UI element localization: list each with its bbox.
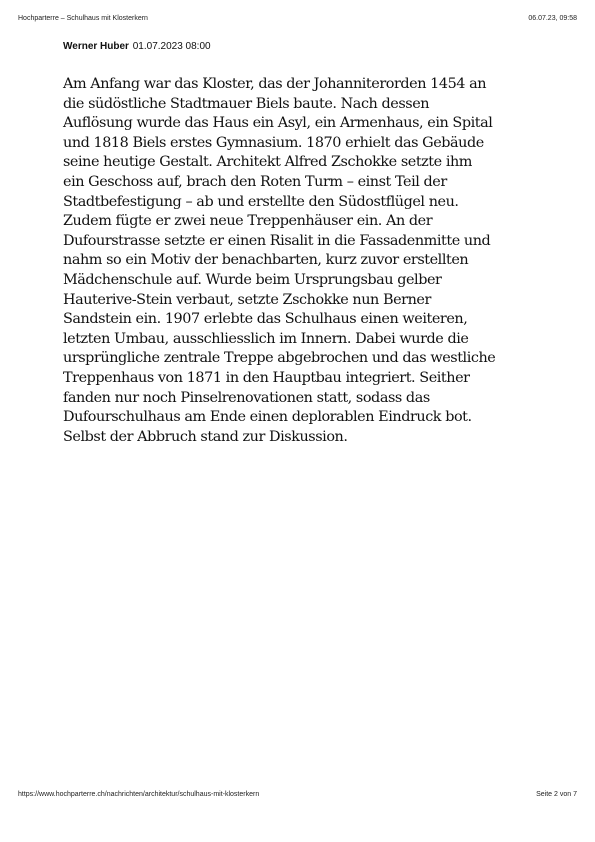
print-header-title: Hochparterre – Schulhaus mit Klosterkern	[18, 15, 148, 22]
article-line: Selbst der Abbruch stand zur Diskussion.	[63, 428, 348, 445]
article-line: fanden nur noch Pinselrenovationen statt, sodass das	[63, 389, 430, 406]
article-line: Sandstein ein. 1907 erlebte das Schulhaus einen weiteren,	[63, 311, 468, 328]
page-number: Seite 2 von 7	[536, 791, 577, 798]
article-line: ursprüngliche zentrale Treppe abgebrochen und das westliche	[63, 350, 496, 367]
article-line: Auflösung wurde das Haus ein Asyl, ein Armenhaus, ein Spital	[63, 115, 493, 132]
article-line: Dufourschulhaus am Ende einen deplorablen Eindruck bot.	[63, 409, 472, 426]
byline	[63, 41, 211, 52]
article-line: Stadtbefestigung – ab und erstellte den Südostflügel neu.	[63, 193, 459, 210]
article-line: nahm so ein Motiv der benachbarten, kurz zuvor erstellten	[63, 252, 469, 269]
article-line: die südöstliche Stadtmauer Biels baute. Nach dessen	[63, 95, 430, 112]
page-url[interactable]: https://www.hochparterre.ch/nachrichten/architektur/schulhaus-mit-klosterkern	[18, 791, 260, 798]
print-header	[18, 15, 577, 22]
publish-date: 01.07.2023 08:00	[132, 41, 211, 52]
article-body	[63, 75, 563, 447]
article-line: Dufourstrasse setzte er einen Risalit in die Fassadenmitte und	[63, 232, 491, 249]
print-footer	[18, 791, 577, 798]
article-line: Hauterive-Stein verbaut, setzte Zschokke nun Berner	[63, 291, 431, 308]
print-header-datetime: 06.07.23, 09:58	[528, 15, 577, 22]
article-line: letzten Umbau, ausschliesslich im Innern. Dabei wurde die	[63, 330, 469, 347]
article-line: seine heutige Gestalt. Architekt Alfred Zschokke setzte ihm	[63, 154, 472, 171]
article-line: Mädchenschule auf. Wurde beim Ursprungsbau gelber	[63, 271, 442, 288]
article-line: Zudem fügte er zwei neue Treppenhäuser ein. An der	[63, 213, 433, 230]
article-line: ein Geschoss auf, brach den Roten Turm – einst Teil der	[63, 173, 447, 190]
article-line: Treppenhaus von 1871 in den Hauptbau integriert. Seither	[63, 369, 470, 386]
article-line: Am Anfang war das Kloster, das der Johanniterorden 1454 an	[63, 76, 487, 92]
author-name[interactable]: Werner Huber	[63, 41, 129, 52]
article-line: und 1818 Biels erstes Gymnasium. 1870 erhielt das Gebäude	[63, 134, 484, 151]
